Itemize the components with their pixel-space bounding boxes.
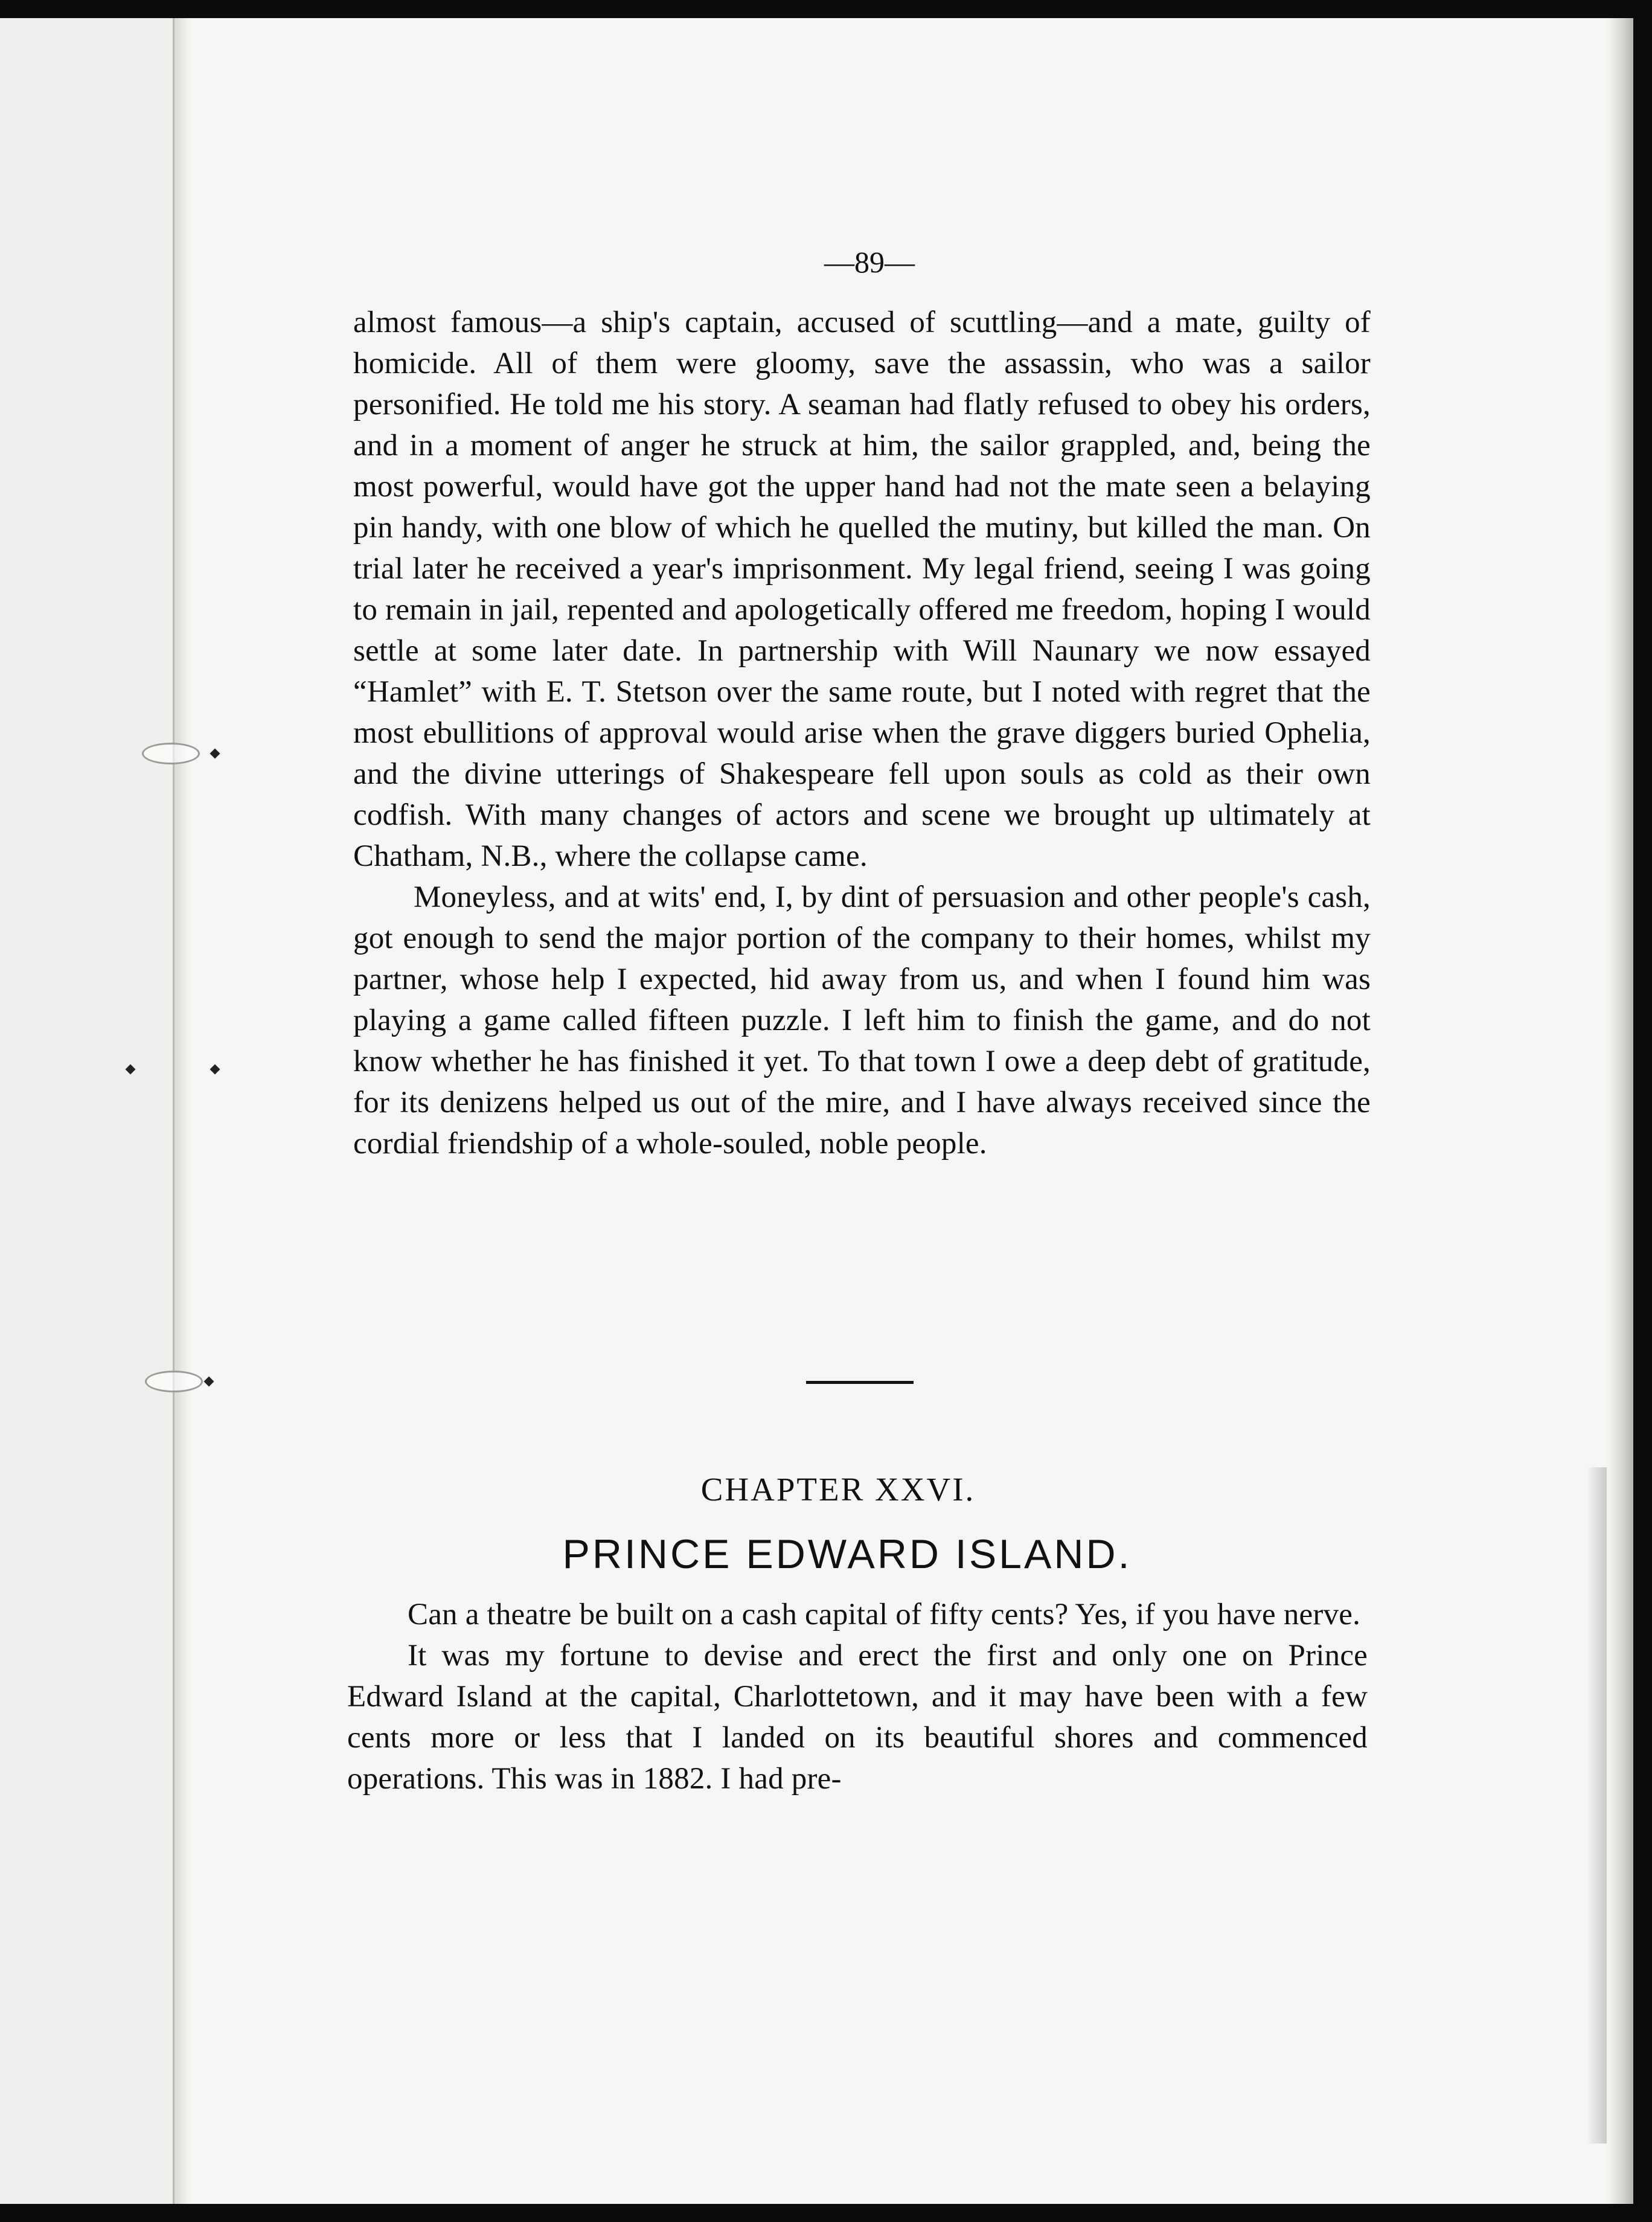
binding-hole-lower — [204, 1377, 214, 1387]
binding-hole-middle-right — [210, 1065, 220, 1075]
binding-stitch-lower — [145, 1371, 203, 1392]
paragraph-moneyless: Moneyless, and at wits' end, I, by dint of persuasion and other people's cash, got enough to send the major portion of the company to their homes, whilst my partner, whose help I expected, hid away from us, and when I found him was playing a game called fifteen puzzle. I left him to finish the game, and do not know whether he has finished it yet. To that town I owe a deep debt of gratitude, for its denizens helped us out of the mire, and I have always received since the cordial friendship of a whole-souled, noble people. — [353, 880, 1371, 1161]
chapter-label: CHAPTER XXVI. — [700, 1471, 976, 1508]
page-fold-shadow — [174, 18, 190, 2204]
body-text-section-1 — [353, 302, 1371, 1164]
page-number: —89— — [824, 245, 915, 279]
body-text-chapter — [347, 1594, 1368, 1799]
chapter-title: PRINCE EDWARD ISLAND. — [562, 1531, 1132, 1577]
binding-hole-upper — [210, 749, 220, 759]
binding-stitch-upper — [142, 743, 200, 764]
paragraph-continuation: almost famous—a ship's captain, accused of scuttling—and a mate, guilty of homicide. All of them were gloomy, save the assassin, who was a sailor personified. He told me his story. A seaman had flatly refused to obey his orders, and in a moment of anger he struck at him, the sailor grappled, and, being the most powerful, would have got the upper hand had not the mate seen a belaying pin handy, with one blow of which he quelled the mutiny, but killed the man. On trial later he received a year's imprisonment. My legal friend, seeing I was going to remain in jail, repented and apologetically offered me freedom, hoping I would settle at some later date. In partnership with Will Naunary we now essayed “Hamlet” with E. T. Stetson over the same route, but I noted with regret that the most ebullitions of approval would arise when the grave diggers buried Ophelia, and the divine utterings of Shakespeare fell upon souls as cold as their own codfish. With many changes of actors and scene we brought up ultimately at Chatham, N.B., where the collapse came. — [353, 306, 1371, 873]
section-divider — [806, 1381, 914, 1384]
page-edge — [1607, 18, 1633, 2204]
paragraph-theatre-question: Can a theatre be built on a cash capital of fifty cents? Yes, if you have nerve. — [408, 1598, 1361, 1631]
paragraph-charlottetown: It was my fortune to devise and erect the first and only one on Prince Edward Island at the capital, Charlottetown, and it may have been with a few cents more or less that I landed on its beautiful shores and commenced operations. This was in 1882. I had pre- — [347, 1639, 1368, 1796]
binding-margin — [0, 18, 174, 2204]
